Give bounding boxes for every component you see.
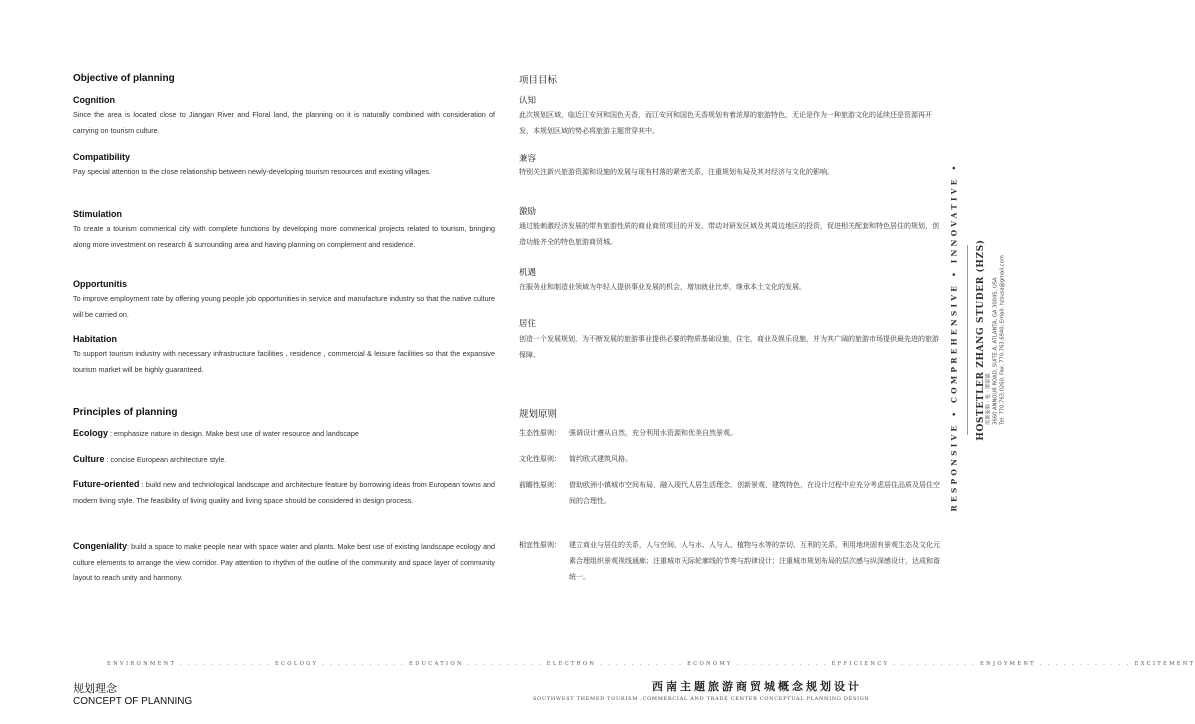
compatibility-title-en: Compatibility <box>73 152 131 162</box>
ecology-principle-en <box>73 426 495 442</box>
project-title-en: SOUTHWEST THEMED TOURISM ,COMMERCIAL AND TRADE CENTER CONCEPTUAL PLANNING DESIGN <box>533 696 870 702</box>
firm-values: RESPONSIVE • COMPREHENSIVE • INNOVATIVE • <box>949 162 959 512</box>
compatibility-text-en: Pay special attention to the close relationship between newly-developing tourism resources and existing villages. <box>73 167 431 176</box>
habitation-text-zh: 创造一个发展规划，为不断发展的旅游事业提供必要的物质基础设施，住宅，商业及娱乐设施，并为其广阔的旅游市场提供最先进的旅游保障。 <box>519 335 939 359</box>
firm-name: HOSTETLER ZHANG STUDER (HZS) <box>976 239 986 441</box>
cognition-text-zh: 此次规划区域，临近江安河和国色天香，而江安河和国色天香规划有着浓厚的旅游特色，无论是作为一种旅游文化的延续还是资源再开发，本规划区域的势必将旅游主题贯穿其中。 <box>519 111 932 135</box>
stimulation-text-en: To create a tourism commerical city with complete functions by developing more commerical projects related to tourism, bringing along more investment on research & surrounding area and having planning on complement and residence. <box>73 224 495 249</box>
habitation-text-en: To support tourism industry with necessary infrastructure facilities , residence , commercial & leisure facilities so that the expansive tourism market will be highly guaranteed. <box>73 349 495 374</box>
section-title-en: CONCEPT OF PLANNING <box>73 696 193 707</box>
ecology-principle-zh <box>519 425 941 441</box>
future-text-en: : build new and technological landscape and architecture feature by borrowing ideas from European towns and modern living style. The feasibility of living quality and living space should be considered in design process. <box>73 480 495 505</box>
firm-address: 3660 ANNOUR ROAD, SUITE A, ATLANTA, GA 30045, USA <box>992 277 999 425</box>
congeniality-principle-zh <box>519 537 941 585</box>
ecology-title-en: Ecology <box>73 428 109 438</box>
principles-title-zh: 规划原则 <box>519 409 558 420</box>
ecology-text-en: : emphasize nature in design. Make best use of water resource and landscape <box>108 429 359 438</box>
future-title-en: Future-oriented <box>73 479 140 489</box>
opportunities-text-zh: 在服务业和制造业领域为年轻人提供事业发展的机会，增加就业比率，继承本土文化的发展。 <box>519 283 806 291</box>
culture-text-en: : concise European architecture style. <box>104 455 227 464</box>
future-principle-zh <box>519 477 941 509</box>
firm-contact: Tel: 770.763.0260, Fax: 770.763.6940, Email: hzsusa@gmail.com <box>999 255 1006 425</box>
habitation-title-zh: 居住 <box>519 319 537 329</box>
stimulation-text-zh: 通过能刺激经济发展的带有旅游性质的商业商贸项目的开发，带动对研发区域及其周边地区的投资，促进相关配套和特色居住的规划，创造功能齐全的特色旅游商贸城。 <box>519 222 939 246</box>
opportunities-title-en: Opportunitis <box>73 279 127 289</box>
culture-principle-zh <box>519 451 941 467</box>
ecology-label-zh: 生态性原则： <box>519 429 561 437</box>
compatibility-title-zh: 兼容 <box>519 154 537 164</box>
congeniality-label-zh: 相宜性原则： <box>519 541 561 549</box>
culture-label-zh: 文化性原则： <box>519 455 561 463</box>
future-label-zh: 前瞻性原则： <box>519 481 561 489</box>
principles-title-en: Principles of planning <box>73 407 178 418</box>
firm-contact-block <box>986 255 1007 425</box>
habitation-title-en: Habitation <box>73 334 117 344</box>
section-title-zh: 规划理念 <box>73 682 117 695</box>
stimulation-title-zh: 激励 <box>519 207 537 217</box>
objective-title-en: Objective of planning <box>73 73 175 84</box>
cognition-title-en: Cognition <box>73 95 115 105</box>
culture-principle-en <box>73 452 495 468</box>
cognition-title-zh: 认知 <box>519 96 537 106</box>
compatibility-text-zh: 特别关注新兴旅游资源和设施的发展与现有村落的紧密关系，注重规划布局及其对经济与文化的影响。 <box>519 168 834 176</box>
firm-name-zh: 浩斯泰勒 · 张 · 斯蒂德 <box>985 373 992 425</box>
objective-title-zh: 项目目标 <box>519 75 558 86</box>
project-title-zh: 西南主题旅游商贸城概念规划设计 <box>652 680 862 693</box>
culture-title-en: Culture <box>73 454 105 464</box>
stimulation-title-en: Stimulation <box>73 209 122 219</box>
future-text-zh: 借助欧洲小镇城市空间布局，融入现代人居生活理念，创新景观、建筑特色，在设计过程中应充分考虑居住品质及居住空间的合理性。 <box>569 481 940 505</box>
opportunities-text-en: To improve employment rate by offering young people job opportunities in service and manufacture industry so that the native culture will be carried on. <box>73 294 495 319</box>
opportunities-title-zh: 机遇 <box>519 268 537 278</box>
sidebar-divider <box>967 245 968 435</box>
future-principle-en <box>73 477 495 508</box>
culture-text-zh: 简约欧式建筑风格。 <box>569 455 632 463</box>
congeniality-text-en: : build a space to make people near with space water and plants. Make best use of existing landscape ecology and culture elements to arrange the view corridor. Pay attention to rhythm of the outline of the community and space layer of community layout to reach unity and harmony. <box>73 542 495 582</box>
ecology-text-zh: 强调设计遵从自然，充分利用水资源和优美自然景观。 <box>569 429 737 437</box>
congeniality-title-en: Congeniality <box>73 541 128 551</box>
footer-tagline: ENVIRONMENT . . . . . . . . . . . . ECOLOGY . . . . . . . . . . . EDUCATION . . . . . . . . . . ELECTRON . . . . . . . . . . . ECONOMY . . . . . . . . . . . . EFFICIENCY . . . . . . . . . . . ENJOYMENT . . . . . . . . . . . . EXCITEMENT <box>107 661 1195 667</box>
cognition-text-en: Since the area is located close to Jiangan River and Floral land, the planning on it is naturally combined with consideration of carrying on tourism culture. <box>73 110 495 135</box>
congeniality-text-zh: 建立商业与居住的关系，人与空间、人与水、人与人、植物与水等的亲切、互利的关系，利用地块固有景观生态及文化元素合理组织景观视线通廊；注重城市天际轮廓线的节奏与韵律设计；注重城市规划布局的层次感与纵深感设计，达成和谐统一。 <box>569 541 940 581</box>
congeniality-principle-en <box>73 539 495 586</box>
